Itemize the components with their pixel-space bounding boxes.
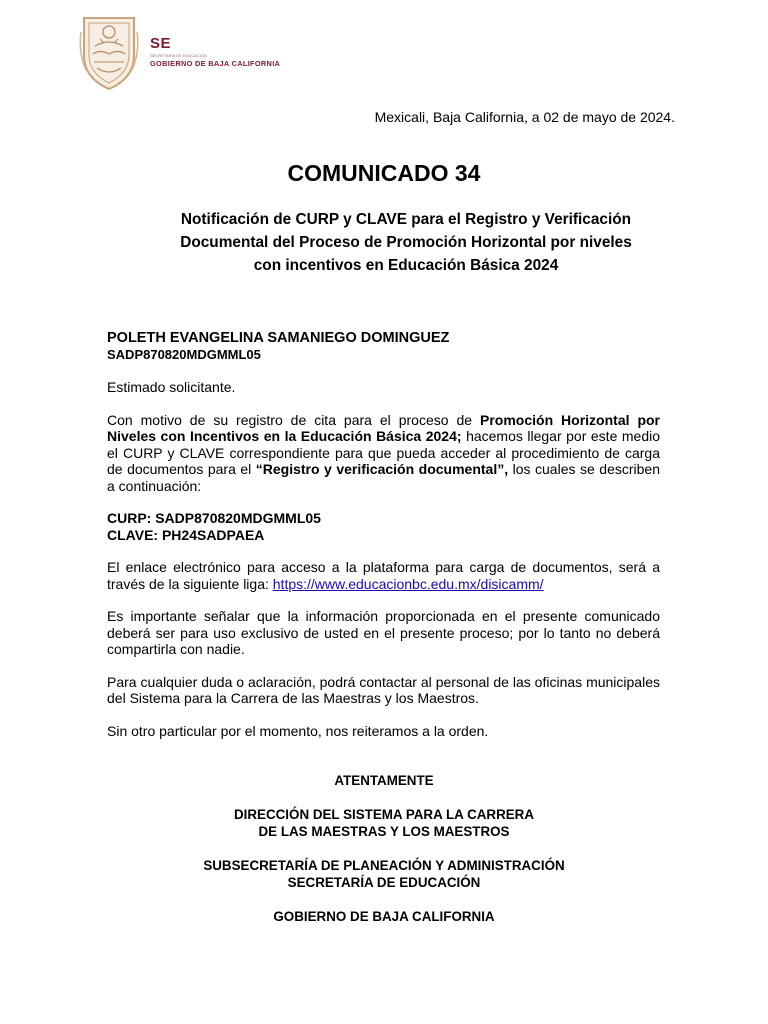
subtitle-line: con incentivos en Educación Básica 2024 bbox=[253, 257, 559, 274]
date-line: Mexicali, Baja California, a 02 de mayo de 2024. bbox=[374, 109, 675, 125]
recipient-name: POLETH EVANGELINA SAMANIEGO DOMINGUEZ bbox=[107, 330, 450, 346]
curp-credential: CURP: SADP870820MDGMML05 bbox=[107, 510, 321, 526]
document-title: COMUNICADO 34 bbox=[287, 160, 481, 186]
subtitle-line: Notificación de CURP y CLAVE para el Registro y Verificación bbox=[180, 211, 632, 228]
letter-body bbox=[107, 330, 660, 739]
platform-link[interactable]: https://www.educacionbc.edu.mx/disicamm/ bbox=[272, 575, 544, 592]
state-seal-icon bbox=[78, 12, 140, 92]
text: Con motivo de su registro de cita para el proceso de bbox=[107, 411, 480, 428]
subtitle-line: Documental del Proceso de Promoción Horizontal por niveles bbox=[180, 234, 632, 251]
paragraph-farewell: Sin otro particular por el momento, nos reiteramos a la orden. bbox=[107, 722, 489, 739]
closing-government: GOBIERNO DE BAJA CALIFORNIA bbox=[273, 909, 495, 924]
closing-direction-line1: DIRECCIÓN DEL SISTEMA PARA LA CARRERA bbox=[233, 807, 535, 822]
signature-block bbox=[0, 772, 768, 925]
brand-abbreviation: SE bbox=[150, 35, 172, 52]
brand-subtitle: SECRETARÍA DE EDUCACIÓN bbox=[150, 53, 207, 58]
closing-secretaria: SECRETARÍA DE EDUCACIÓN bbox=[287, 875, 481, 890]
emphasis-program: Promoción Horizontal por Niveles con Incentivos en la Educación Básica 2024; bbox=[107, 411, 660, 444]
recipient-curp: SADP870820MDGMML05 bbox=[107, 346, 261, 362]
closing-atentamente: ATENTAMENTE bbox=[334, 773, 434, 788]
paragraph-link bbox=[107, 559, 660, 592]
greeting: Estimado solicitante. bbox=[107, 379, 236, 395]
paragraph-registration bbox=[107, 412, 660, 495]
document-subtitle bbox=[140, 208, 672, 277]
text: los cuales se describen a continuación: bbox=[107, 461, 660, 494]
letterhead-brand bbox=[150, 36, 280, 68]
brand-government: GOBIERNO DE BAJA CALIFORNIA bbox=[150, 59, 281, 68]
text: hacemos llegar por este medio el CURP y CLAVE correspondiente para que pueda acceder al procedimiento de carga de documentos para el bbox=[107, 428, 661, 477]
closing-subsecretaria: SUBSECRETARÍA DE PLANEACIÓN Y ADMINISTRACIÓN bbox=[203, 858, 565, 873]
clave-credential: CLAVE: PH24SADPAEA bbox=[107, 526, 265, 543]
emphasis-registro: “Registro y verificación documental”, bbox=[255, 461, 509, 477]
text: El enlace electrónico para acceso a la plataforma para carga de documentos, será a través de la siguiente liga: bbox=[107, 559, 660, 592]
closing-direction-line2: DE LAS MAESTRAS Y LOS MAESTROS bbox=[258, 824, 510, 839]
paragraph-contact: Para cualquier duda o aclaración, podrá contactar al personal de las oficinas municipales del Sistema para la Carrera de las Maestras y los Maestros. bbox=[107, 673, 660, 706]
paragraph-confidentiality: Es importante señalar que la información proporcionada en el presente comunicado deberá ser para uso exclusivo de usted en el presente proceso; por lo tanto no deberá compartirla con nadie. bbox=[107, 608, 660, 657]
